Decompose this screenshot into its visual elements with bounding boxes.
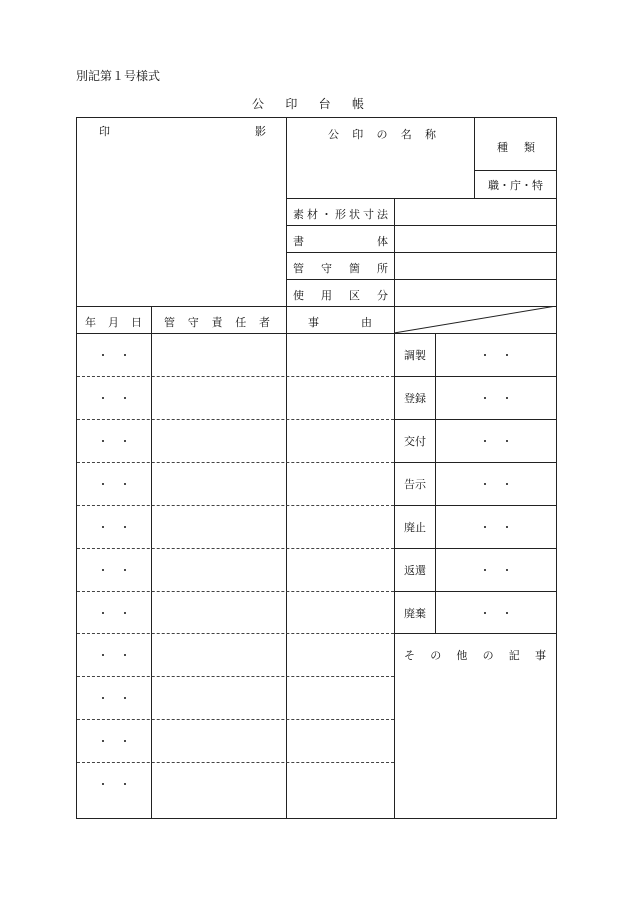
date-row-1: ・ ・ [97,349,131,362]
event-kokuji-label: 告示 [404,478,426,491]
attr-kanshu-label: 管 守 箇 所 [293,262,388,275]
shoku-label: 職・庁・特 [488,178,543,192]
inei-label-right: 影 [255,125,266,138]
attr-shotai-label: 書 体 [293,235,388,248]
date-row-10: ・ ・ [97,735,131,748]
event-chosei-date: ・ ・ [479,349,513,362]
custodian-column-header: 管 守 責 任 者 [164,316,270,329]
attr-shiyo-label: 使 用 区 分 [293,289,388,302]
event-henkan-date: ・ ・ [479,564,513,577]
date-row-7: ・ ・ [97,606,131,620]
form-label: 別記第１号様式 [76,69,161,83]
event-kofu-label: 交付 [404,435,426,448]
koin-name-label: 公 印 の 名 称 [328,128,436,141]
event-haishi-label: 廃止 [404,521,426,534]
date-row-2: ・ ・ [97,392,131,405]
date-row-6: ・ ・ [97,564,131,577]
event-kofu-date: ・ ・ [479,435,513,448]
date-row-9: ・ ・ [97,692,131,705]
date-row-8: ・ ・ [97,649,131,662]
inei-label-left: 印 [99,125,110,138]
other-notes-label: そ の 他 の 記 事 [404,649,546,662]
event-toroku-label: 登録 [404,392,426,405]
date-row-3: ・ ・ [97,435,131,448]
date-column-header: 年 月 日 [85,316,142,329]
diagonal-line [394,306,557,334]
event-kokuji-date: ・ ・ [479,478,513,491]
event-henkan-label: 返還 [404,564,426,577]
event-toroku-date: ・ ・ [479,392,513,405]
event-haiki-label: 廃棄 [404,606,426,620]
event-haiki-date: ・ ・ [479,606,513,620]
reason-column-header: 事 由 [308,316,372,329]
date-row-5: ・ ・ [97,521,131,534]
date-row-11: ・ ・ [97,778,131,791]
shurui-label: 種 類 [497,141,535,154]
attr-sozai-label: 素 材 ・ 形 状 寸 法 [293,208,388,221]
page-title: 公 印 台 帳 [252,97,364,111]
date-row-4: ・ ・ [97,478,131,491]
event-haishi-date: ・ ・ [479,521,513,534]
event-chosei-label: 調製 [404,349,426,362]
